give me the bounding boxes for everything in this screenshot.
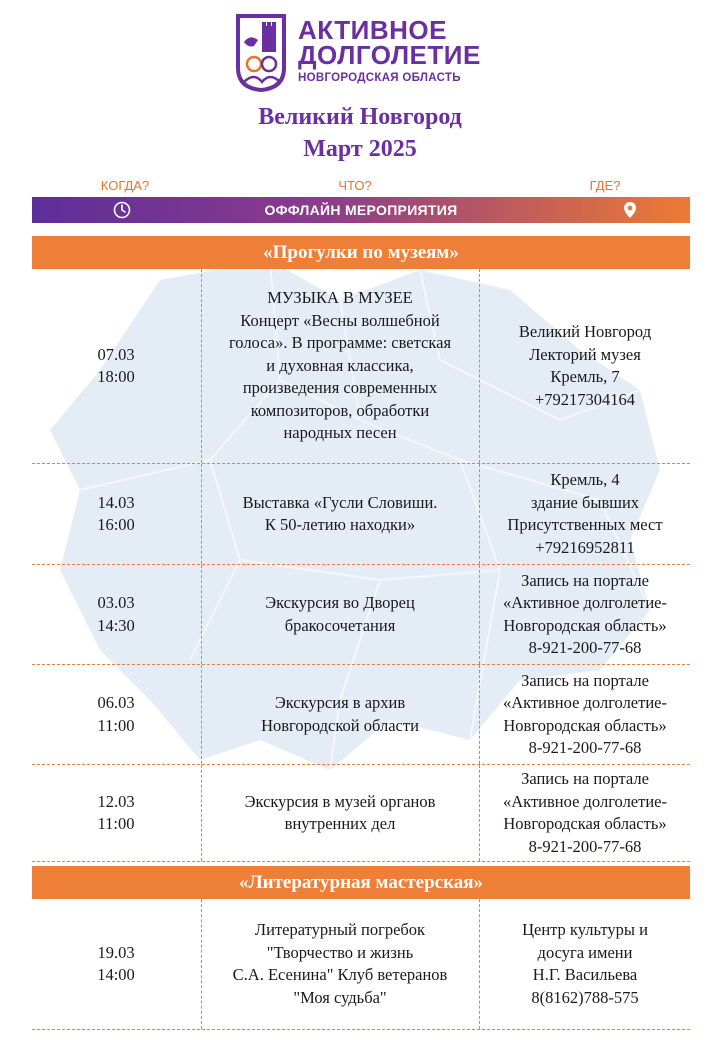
event-time: 18:00 xyxy=(97,367,135,386)
event-when xyxy=(32,765,200,861)
table-row xyxy=(32,464,690,565)
offline-events-title: ОФФЛАЙН МЕРОПРИЯТИЯ xyxy=(264,202,458,218)
venue-phone: 8-921-200-77-68 xyxy=(528,638,642,657)
venue-line: Лекторий музея xyxy=(529,344,641,364)
event-what xyxy=(202,665,478,764)
section-header-museums: «Прогулки по музеям» xyxy=(32,236,690,269)
column-label-when: КОГДА? xyxy=(100,178,150,193)
table-row xyxy=(32,665,690,765)
table-row xyxy=(32,565,690,665)
table-row xyxy=(32,765,690,862)
event-desc-line: Литературный погребок xyxy=(254,920,426,939)
event-what xyxy=(202,464,478,564)
venue-phone: +79216952811 xyxy=(535,537,635,557)
event-when xyxy=(32,899,200,1029)
event-date: 14.03 xyxy=(97,492,135,512)
venue-line: «Активное долголетие- xyxy=(503,791,667,811)
table-row xyxy=(32,269,690,464)
event-date: 19.03 xyxy=(97,942,135,962)
venue-line: Присутственных мест xyxy=(507,515,663,534)
event-desc-line: и духовная классика, xyxy=(266,355,414,375)
location-pin-icon xyxy=(620,200,640,220)
event-desc-line: голоса». В программе: светская xyxy=(228,333,452,353)
page-title-month: Март 2025 xyxy=(303,136,417,162)
venue-line: Запись на портале xyxy=(521,670,649,690)
venue-line: здание бывших xyxy=(530,492,640,512)
logo xyxy=(232,8,502,94)
event-desc-line: произведения современных xyxy=(242,378,438,398)
event-desc-line: народных песен xyxy=(283,423,397,443)
event-where xyxy=(480,565,690,664)
event-time: 16:00 xyxy=(97,515,135,534)
venue-line: Кремль, 4 xyxy=(550,470,620,489)
event-where xyxy=(480,899,690,1029)
offline-events-bar xyxy=(32,197,690,223)
venue-line: Запись на портале xyxy=(521,570,649,590)
event-when xyxy=(32,269,200,463)
venue-line: «Активное долголетие- xyxy=(503,693,667,712)
event-desc-line: Экскурсия в музей органов xyxy=(244,791,436,811)
table-row xyxy=(32,899,690,1030)
column-label-what: ЧТО? xyxy=(338,178,372,193)
venue-line: Кремль, 7 xyxy=(550,367,620,386)
section-header-literary: «Литературная мастерская» xyxy=(32,866,690,899)
venue-phone: +79217304164 xyxy=(534,389,636,409)
venue-line: Новгородская область» xyxy=(503,715,667,735)
event-where xyxy=(480,765,690,861)
logo-emblem-icon xyxy=(232,12,290,92)
event-date: 12.03 xyxy=(97,791,135,811)
venue-phone: 8(8162)788-575 xyxy=(531,987,639,1007)
event-time: 11:00 xyxy=(97,814,135,833)
event-time: 11:00 xyxy=(97,715,135,735)
event-when xyxy=(32,565,200,664)
event-desc-line: внутренних дел xyxy=(284,814,396,833)
event-what xyxy=(202,765,478,861)
event-where xyxy=(480,665,690,764)
page-title-city: Великий Новгород xyxy=(258,104,462,130)
event-desc-line: "Моя судьба" xyxy=(293,987,387,1007)
venue-phone: 8-921-200-77-68 xyxy=(528,836,642,856)
event-date: 06.03 xyxy=(97,693,135,712)
event-where xyxy=(480,269,690,463)
event-when xyxy=(32,665,200,764)
event-desc-line: композиторов, обработки xyxy=(250,400,430,420)
event-desc-line: Выставка «Гусли Словиши. xyxy=(242,492,438,512)
venue-line: «Активное долголетие- xyxy=(503,593,667,612)
event-what xyxy=(202,565,478,664)
logo-line-2: ДОЛГОЛЕТИЕ xyxy=(298,40,481,70)
event-what xyxy=(202,269,478,463)
event-desc-line: "Творчество и жизнь xyxy=(266,942,414,962)
event-where xyxy=(480,464,690,564)
event-when xyxy=(32,464,200,564)
venue-line: досуга имени xyxy=(537,942,633,962)
event-desc-line: бракосочетания xyxy=(284,615,396,635)
event-title-line: МУЗЫКА В МУЗЕЕ xyxy=(267,288,413,308)
venue-line: Н.Г. Васильева xyxy=(532,965,638,984)
event-desc-line: К 50-летию находки» xyxy=(264,515,416,534)
venue-line: Новгородская область» xyxy=(503,615,667,635)
venue-line: Новгородская область» xyxy=(503,814,667,833)
event-desc-line: Концерт «Весны волшебной xyxy=(240,310,440,330)
logo-line-3: НОВГОРОДСКАЯ ОБЛАСТЬ xyxy=(298,72,461,84)
logo-line-1: АКТИВНОЕ xyxy=(298,15,447,45)
venue-phone: 8-921-200-77-68 xyxy=(528,738,642,757)
event-desc-line: Новгородской области xyxy=(261,715,419,735)
event-time: 14:00 xyxy=(97,965,135,984)
event-what xyxy=(202,899,478,1029)
event-date: 07.03 xyxy=(97,344,135,364)
venue-line: Великий Новгород xyxy=(518,322,652,341)
event-desc-line: Экскурсия в архив xyxy=(274,693,406,712)
event-desc-line: Экскурсия во Дворец xyxy=(265,593,415,612)
column-label-where: ГДЕ? xyxy=(589,178,621,193)
venue-line: Центр культуры и xyxy=(522,920,648,939)
event-date: 03.03 xyxy=(97,593,135,612)
event-desc-line: С.А. Есенина" Клуб ветеранов xyxy=(232,965,448,984)
venue-line: Запись на портале xyxy=(521,769,649,788)
event-time: 14:30 xyxy=(97,615,135,635)
